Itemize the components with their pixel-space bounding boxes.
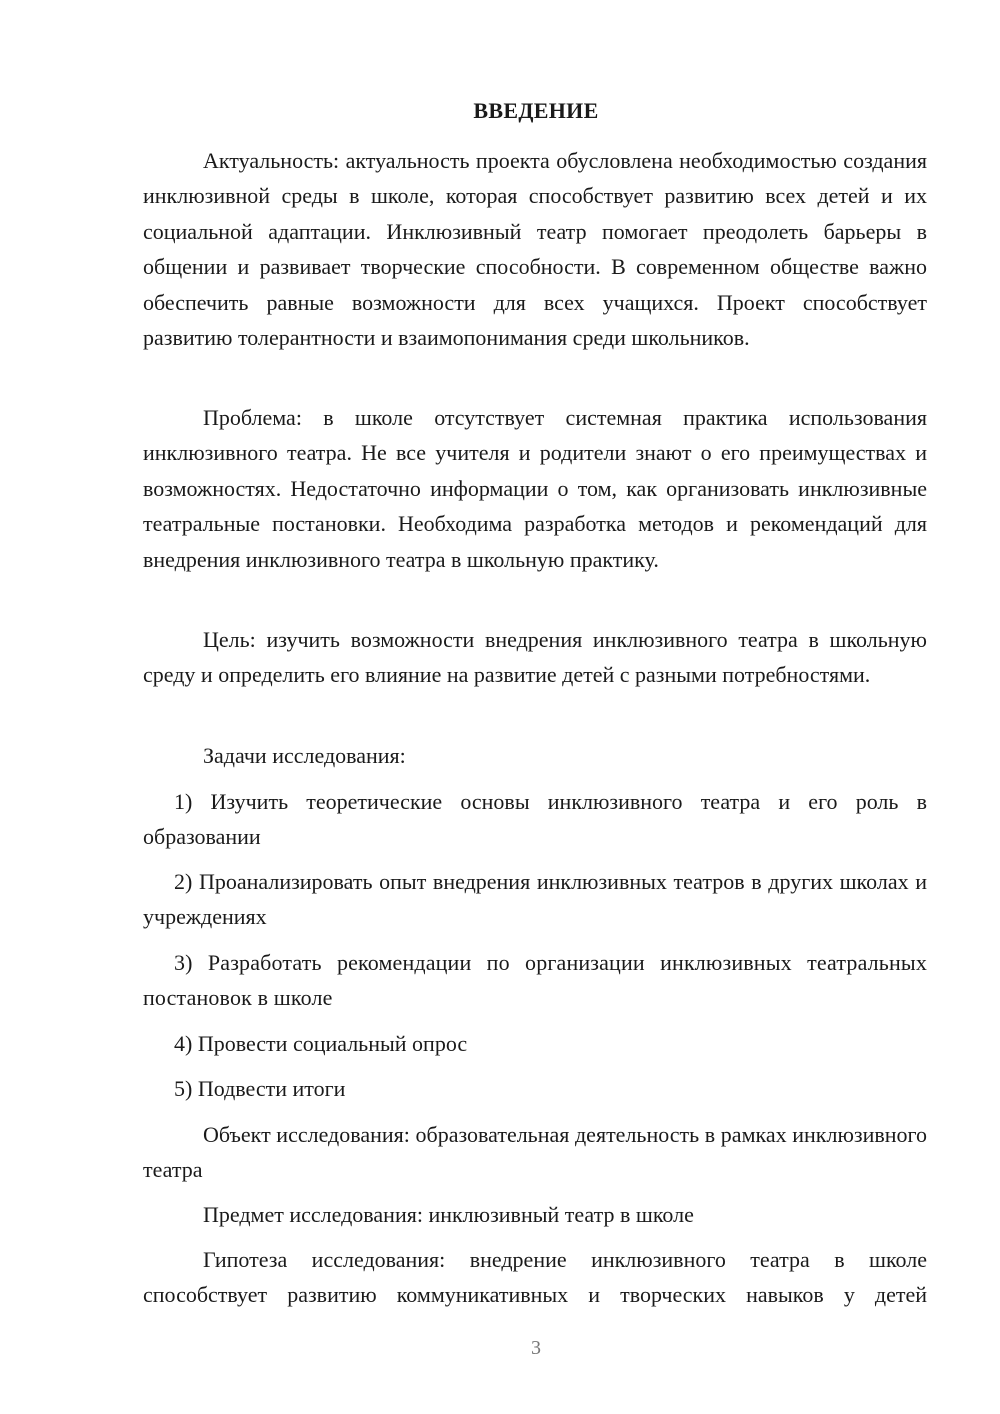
tasks-title: Задачи исследования:: [203, 743, 406, 768]
task-item: 2) Проанализировать опыт внедрения инклюзивных театров в других школах и учреждениях: [143, 869, 927, 930]
paragraph-relevance: Актуальность: актуальность проекта обусловлена необходимостью создания инклюзивной среды в школе, которая способствует развитию всех детей и их социальной адаптации. Инклюзивный театр помогает преодолеть барьеры в общении и развивает творческие способности. В современном обществе важно обеспечить равные возможности для всех учащихся. Проект способствует развитию толерантности и взаимопонимания среди школьников.: [143, 148, 927, 351]
paragraph-hypothesis: Гипотеза исследования: внедрение инклюзивного театра в школе способствует развитию коммуникативных и творческих навыков у детей: [143, 1247, 927, 1308]
paragraph-goal: Цель: изучить возможности внедрения инклюзивного театра в школьную среду и определить его влияние на развитие детей с разными потребностями.: [143, 627, 927, 688]
task-item: 3) Разработать рекомендации по организации инклюзивных театральных постановок в школе: [143, 950, 927, 1011]
task-item: 5) Подвести итоги: [174, 1076, 346, 1101]
paragraph-subject: Предмет исследования: инклюзивный театр в школе: [203, 1202, 694, 1227]
page-number: 3: [531, 1337, 541, 1359]
task-item: 4) Провести социальный опрос: [174, 1031, 468, 1056]
section-heading: ВВЕДЕНИЕ: [473, 98, 599, 123]
task-item: 1) Изучить теоретические основы инклюзивного театра и его роль в образовании: [143, 789, 927, 850]
paragraph-problem: Проблема: в школе отсутствует системная практика использования инклюзивного театра. Не все учителя и родители знают о его преимуществах и возможностях. Недостаточно информации о том, как организовать инклюзивные театральные постановки. Необходима разработка методов и рекомендаций для внедрения инклюзивного театра в школьную практику.: [143, 405, 927, 572]
paragraph-object: Объект исследования: образовательная деятельность в рамках инклюзивного театра: [143, 1122, 927, 1183]
